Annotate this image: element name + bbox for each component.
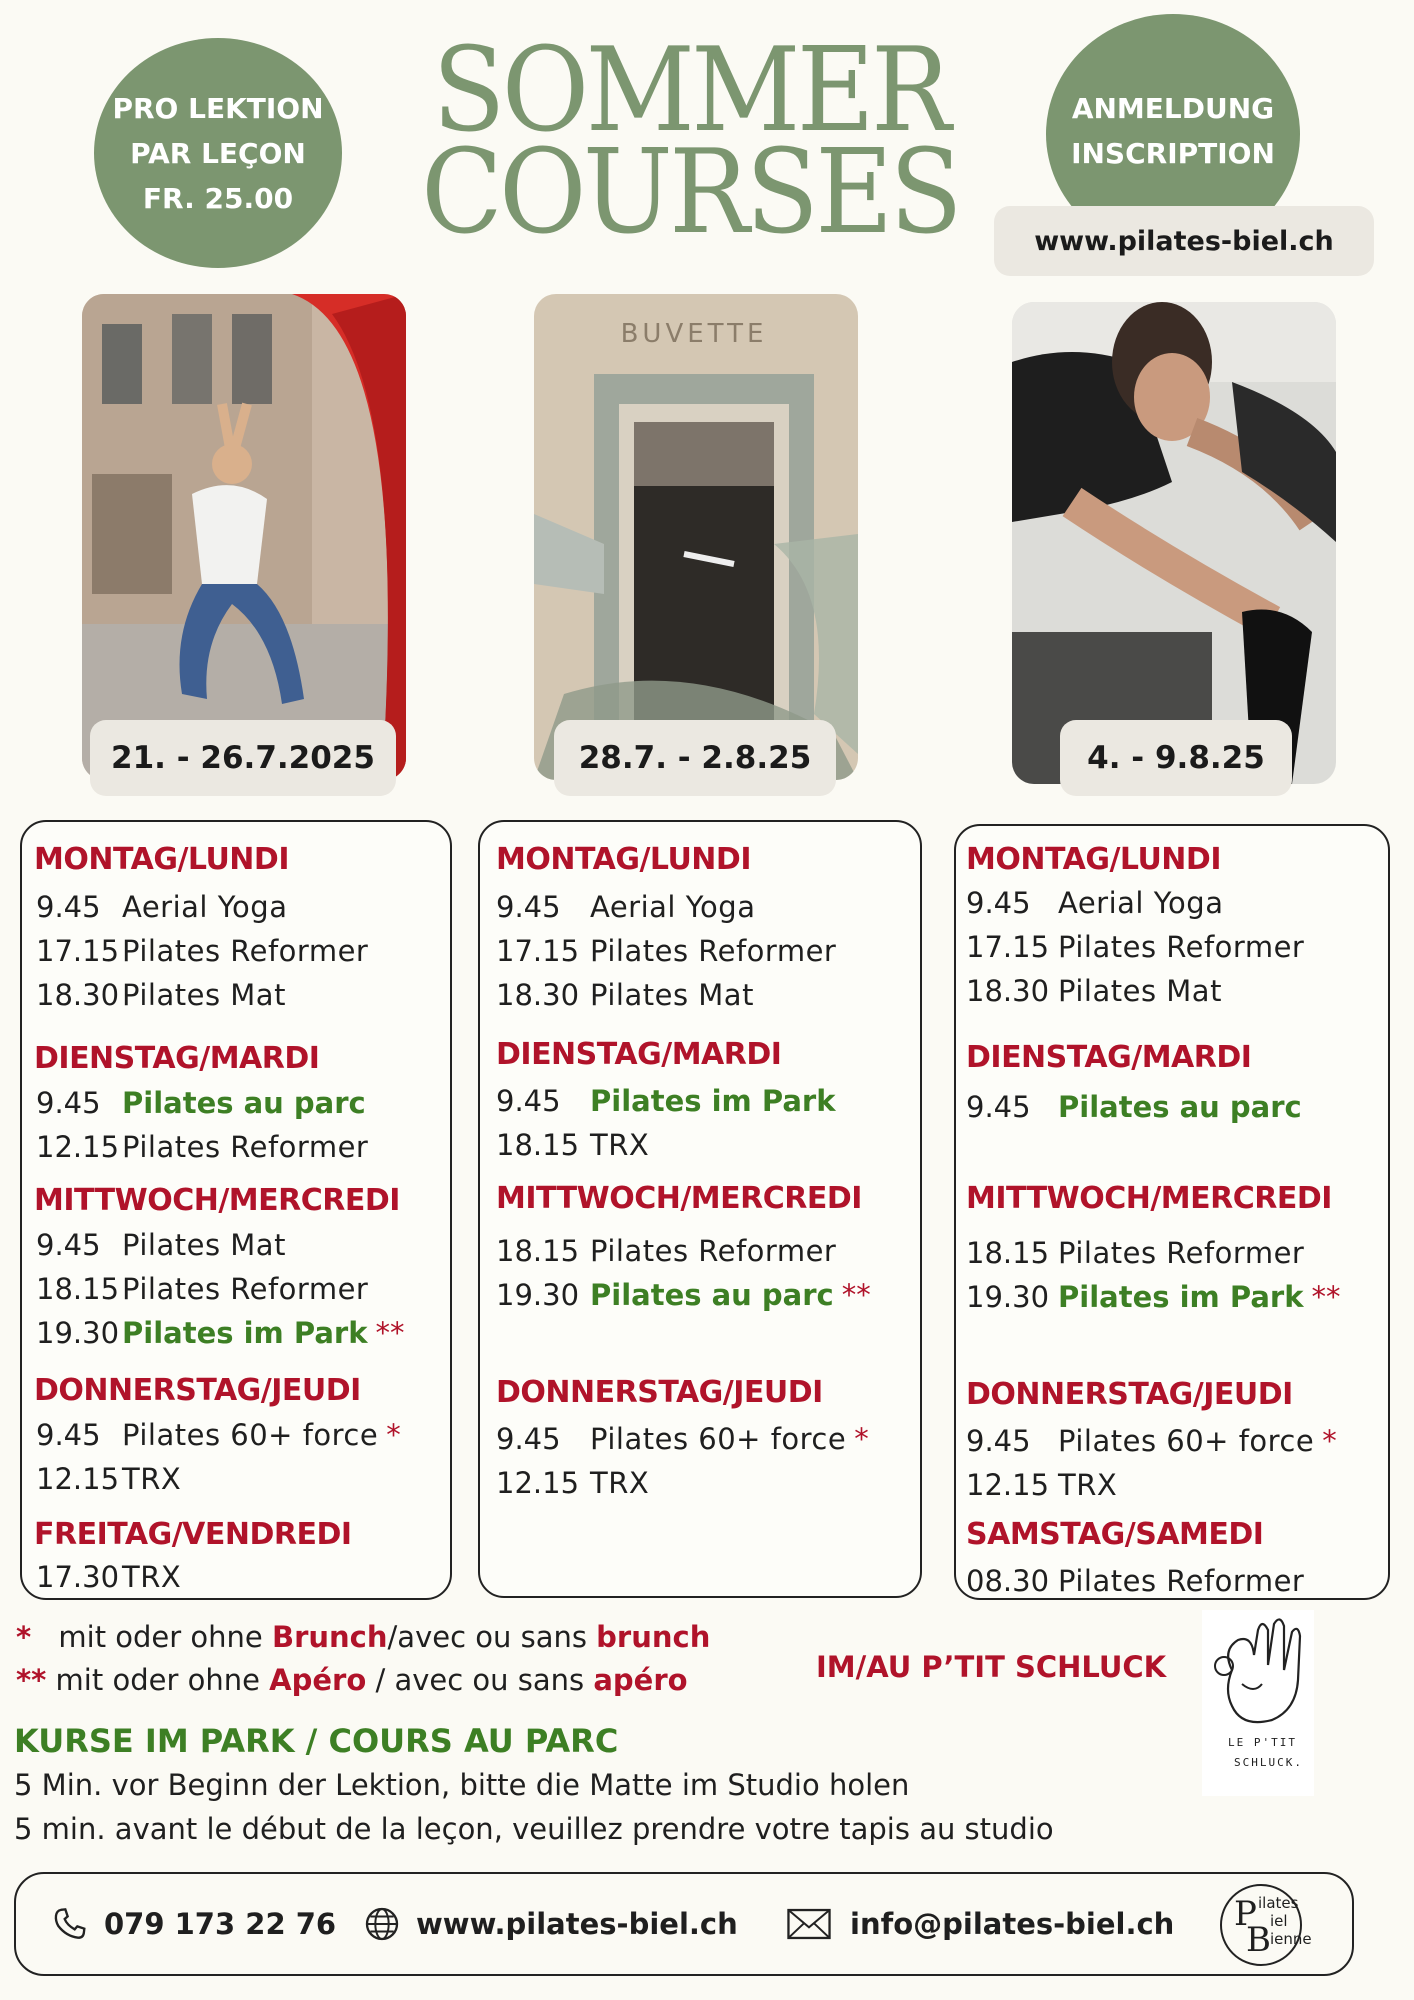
class-name: Pilates au parc ** <box>590 1278 871 1312</box>
class-time: 12.15 <box>36 1462 120 1496</box>
day-heading: MITTWOCH/MERCREDI <box>496 1181 862 1216</box>
page-title-line-2: COURSES <box>421 125 959 260</box>
class-name: Pilates Reformer <box>590 1234 837 1268</box>
week3-dates: 4. - 9.8.25 <box>1060 720 1292 796</box>
class-name: Pilates Reformer <box>122 934 369 968</box>
pilates-biel-logo: P B ilates iel ienne <box>1220 1880 1332 1970</box>
class-time: 18.15 <box>496 1234 580 1268</box>
class-name: Pilates Reformer <box>590 934 837 968</box>
footnote-star: ** <box>841 1278 871 1312</box>
class-time: 9.45 <box>36 890 101 924</box>
class-time: 18.30 <box>36 978 120 1012</box>
class-time: 17.30 <box>36 1560 120 1594</box>
class-time: 17.15 <box>36 934 120 968</box>
class-time: 19.30 <box>496 1278 580 1312</box>
day-heading: DIENSTAG/MARDI <box>496 1037 782 1072</box>
class-name: Pilates au parc <box>122 1086 366 1120</box>
class-name: Pilates im Park ** <box>122 1316 405 1350</box>
day-heading: MITTWOCH/MERCREDI <box>966 1181 1332 1216</box>
class-time: 9.45 <box>496 890 561 924</box>
class-time: 9.45 <box>966 1090 1031 1124</box>
class-time: 17.15 <box>966 930 1050 964</box>
class-time: 9.45 <box>496 1422 561 1456</box>
contact-footer <box>14 1872 1354 1976</box>
class-name: Pilates Reformer <box>122 1130 369 1164</box>
class-time: 18.30 <box>496 978 580 1012</box>
page-title-line-1: SOMMER <box>432 23 948 158</box>
week2-dates: 28.7. - 2.8.25 <box>554 720 836 796</box>
price-line-3: FR. 25.00 <box>142 181 294 215</box>
reformer-woman-photo <box>1012 302 1336 784</box>
brunch-note: * mit oder ohne Brunch/avec ou sans brunch <box>16 1620 711 1654</box>
class-name: TRX <box>590 1466 650 1500</box>
class-time: 18.15 <box>966 1236 1050 1270</box>
class-name: TRX <box>590 1128 650 1162</box>
class-name: Pilates Reformer <box>122 1272 369 1306</box>
day-heading: DONNERSTAG/JEUDI <box>496 1375 823 1410</box>
class-name: TRX <box>122 1560 182 1594</box>
footnote-star: * <box>1322 1424 1338 1458</box>
class-name: Pilates au parc <box>1058 1090 1302 1124</box>
class-time: 18.30 <box>966 974 1050 1008</box>
signup-line-2: INSCRIPTION <box>1071 137 1275 170</box>
signup-line-1: ANMELDUNG <box>1071 92 1275 125</box>
park-note-de: 5 Min. vor Beginn der Lektion, bitte die Matte im Studio holen <box>14 1768 910 1802</box>
class-name: Aerial Yoga <box>590 890 756 924</box>
price-line-1: PRO LEKTION <box>112 91 324 125</box>
class-time: 12.15 <box>36 1130 120 1164</box>
class-time: 9.45 <box>966 886 1031 920</box>
footer-email[interactable]: info@pilates-biel.ch <box>786 1874 1174 1974</box>
class-name: Pilates Reformer <box>1058 1236 1305 1270</box>
mail-icon <box>786 1904 832 1944</box>
footer-phone[interactable]: 079 173 22 76 <box>50 1874 336 1974</box>
day-heading: DIENSTAG/MARDI <box>34 1041 320 1076</box>
class-time: 9.45 <box>496 1084 561 1118</box>
day-heading: DONNERSTAG/JEUDI <box>34 1373 361 1408</box>
class-name: Pilates 60+ force * <box>122 1418 402 1452</box>
price-line-2: PAR LEÇON <box>130 136 306 170</box>
class-name: Pilates Mat <box>590 978 754 1012</box>
class-time: 9.45 <box>36 1418 101 1452</box>
aerial-yoga-woman-photo <box>82 294 406 780</box>
day-heading: DONNERSTAG/JEUDI <box>966 1377 1293 1412</box>
footnote-star: * <box>854 1422 870 1456</box>
class-name: Pilates im Park ** <box>1058 1280 1341 1314</box>
schluck-label: IM/AU P’TIT SCHLUCK <box>816 1650 1167 1684</box>
class-name: TRX <box>122 1462 182 1496</box>
class-time: 19.30 <box>36 1316 120 1350</box>
footnote-star: ** <box>1311 1280 1341 1314</box>
schluck-logo-text-2: SCHLUCK. <box>1234 1756 1303 1769</box>
day-heading: SAMSTAG/SAMEDI <box>966 1517 1264 1552</box>
class-time: 12.15 <box>966 1468 1050 1502</box>
buvette-door-photo <box>534 294 858 780</box>
day-heading: MONTAG/LUNDI <box>966 842 1221 877</box>
globe-icon <box>362 1904 402 1944</box>
header-website-link[interactable]: www.pilates-biel.ch <box>994 206 1374 276</box>
class-time: 18.15 <box>496 1128 580 1162</box>
class-name: Pilates Mat <box>122 1228 286 1262</box>
class-name: Pilates im Park <box>590 1084 836 1118</box>
class-name: Pilates 60+ force * <box>1058 1424 1338 1458</box>
week1-dates: 21. - 26.7.2025 <box>90 720 396 796</box>
day-heading: MONTAG/LUNDI <box>34 842 289 877</box>
class-time: 9.45 <box>36 1086 101 1120</box>
park-courses-title: KURSE IM PARK / COURS AU PARC <box>14 1722 619 1760</box>
svg-text:BUVETTE: BUVETTE <box>620 319 768 349</box>
class-name: Aerial Yoga <box>122 890 288 924</box>
class-time: 18.15 <box>36 1272 120 1306</box>
footnote-star: * <box>386 1418 402 1452</box>
class-name: Aerial Yoga <box>1058 886 1224 920</box>
footnote-star: ** <box>375 1316 405 1350</box>
class-name: Pilates Mat <box>122 978 286 1012</box>
class-time: 19.30 <box>966 1280 1050 1314</box>
class-name: Pilates 60+ force * <box>590 1422 870 1456</box>
apero-note: ** mit oder ohne Apéro / avec ou sans apéro <box>16 1663 688 1697</box>
class-name: Pilates Mat <box>1058 974 1222 1008</box>
class-name: Pilates Reformer <box>1058 1564 1305 1598</box>
schluck-logo <box>1202 1610 1314 1796</box>
class-name: TRX <box>1058 1468 1118 1502</box>
class-time: 12.15 <box>496 1466 580 1500</box>
class-name: Pilates Reformer <box>1058 930 1305 964</box>
day-heading: FREITAG/VENDREDI <box>34 1517 352 1552</box>
footer-website[interactable]: www.pilates-biel.ch <box>362 1874 738 1974</box>
class-time: 08.30 <box>966 1564 1050 1598</box>
day-heading: MONTAG/LUNDI <box>496 842 751 877</box>
class-time: 9.45 <box>966 1424 1031 1458</box>
price-badge <box>94 38 342 268</box>
schluck-logo-text-1: LE P'TIT <box>1228 1736 1297 1749</box>
class-time: 9.45 <box>36 1228 101 1262</box>
phone-icon <box>50 1904 90 1944</box>
class-time: 17.15 <box>496 934 580 968</box>
day-heading: DIENSTAG/MARDI <box>966 1040 1252 1075</box>
day-heading: MITTWOCH/MERCREDI <box>34 1183 400 1218</box>
park-note-fr: 5 min. avant le début de la leçon, veuillez prendre votre tapis au studio <box>14 1812 1054 1846</box>
